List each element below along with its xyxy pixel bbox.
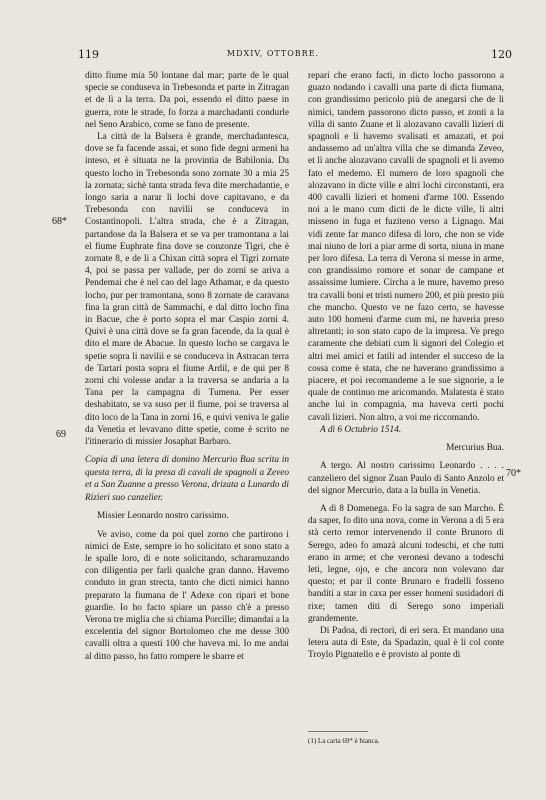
- margin-note-68: 68*: [52, 216, 67, 227]
- margin-note-70: 70*: [506, 468, 521, 479]
- page-header: [0, 48, 546, 64]
- page-number-right: 120: [491, 48, 512, 61]
- left-paragraph-2: La città de la Balsera è grande, merchadantesca, dove se fa facende assai, et sono fide degni armeni ha inteso, et è situata ne la provintia de Babilonia. Da questo locho in Trebesonda sono zornate 30 a mia 25 la zornata; sichè tanta strada feva dite merchadantie, e longo saria a narar li lochi dove capitavano, e da Trebesonda con navilii se conduceva in Costantinopoli. L'altra strada, che è a Zitragan, partandose da la Balsera et se va per tramontana a lai el fiume Euphrate fina dove se conzonze Tigri, che è zornate 8, e de lì a Chixan città sopra el Tigri zornate 4, poi se passa per vallade, per do zorni se ariva a Pendemai che è nel cao del lago Athamar, e da questo locho, pur per tramontana, sono 8 zornate de caravana fina la gran città de Sammachi, e dal ditto locho fina in Bacue, che è porto sopra el mar Caspio zorni 4. Quivi è una città dove se fa gran facende, da la qual è dito el mare de Abacue. In questo locho se cargava le spetie sopra li navilii e se conduceva in Astracan terra de Tartari posta sopra el fiume Ardil, e de qui per 8 zorni chi volesse andar a la traversa se andaria a la Tana per la campagna di Tumena. Per esser deshabitato, se va suso per il fiume, poi se traversa al dito loco de la Tana in zorni 16, e quivi veniva le galie da Venetia et levavano ditte spetie, come è scrito ne l'itinerario di missier Josaphat Barbaro.: [85, 132, 289, 448]
- margin-note-69: 69: [56, 429, 66, 440]
- left-column: [85, 70, 289, 663]
- page-number-left: 119: [78, 48, 99, 61]
- running-title: MDXIV, OTTOBRE.: [226, 49, 320, 58]
- letter-signature: Mercurius Bua.: [446, 443, 504, 454]
- letter-heading: Copia di una letera di domino Mercurio Bua scrita in questa terra, di la presa di cavali de spagnoli a Zeveo et a San Zuanne a presso Verona, drizata a Lunardo di Rizieri suo canzelier.: [85, 455, 289, 503]
- footnote: (1) La carta 69* è bianca.: [308, 737, 380, 745]
- right-paragraph-1: repari che erano facti, in dicto locho passorono a guazo nodando i cavalli una parte di dicta fiumana, con grandissimo pericolo più de anegarsi che de li nimici, tandem passorono dicto passo, et zonti a la villa di santo Zuane et li alozavano cavalli lizieri di spagnoli e li havemo svalisati et amazati, et poi andassemo ad un'altra villa che se dimanda Zeveo, et lì anche alozavano cavalli de spagnoli et li avemo fato el medemo. El numero de loro spagnoli che alozavano in dicte ville e altri lochi circonstanti, era 400 cavalli lizieri et homeni d'arme 100. Essendo noi a le mano cum dicti de le dicte ville, li altri misseno in fuga et fuziteno verso a Lignago. Mai vidi zente far manco difesa di loro, che non se vide mai niuno de lori a piar arme di sorta, niuna in mane per loro difesa. La terra di Verona si messe in arme, con grandissimo romore et sonar de campane et assaissime lumiere. Circha a le mure, havemo preso tra cavalli boni et tristi numero 200, et più presto più che mancho. Questo ve ne fazo certo, se havesse auto 100 homeni d'arme cum mi, ne haveria preso altretanti; io son stato capo de la impresa. Ve prego caramente che debiati cum li signori del Colegio et altri mei amici et fatili ad intender el succeso de la cossa come è stata, che ne haverano grandissimo a piacere, et poi recomandeme a le sue signorie, a le quale de continuo me aricomando. Malatesta è stato anche lui in compagnia, ma haveva certi pochi cavali lizieri. Non altro, a voi me riccomando.: [308, 71, 504, 423]
- left-paragraph-1: ditto fiume mia 50 lontane dal mar; parte de le qual specie se conduseva in Trebesonda et parte in Zitragan et de lì a la terra. Da poi, essendo el ditto paese in guerra, rote le strade, fo forza a marchadanti condurle nel Seno Arabico, come se fano de presente.: [85, 71, 289, 130]
- right-paragraph-4: Di Padoa, di rectori, di eri sera. Et mandano una letera auta di Este, da Spadazin, qual è li col conte Troylo Pignatello e è provisto al ponte di: [308, 625, 504, 661]
- right-paragraph-2: A tergo. Al nostro carissimo Leonardo . . . . canzeliero del signor Zuan Paulo di Santo Anzolo et del signor Mercurio, data a la bulla in Venetia.: [308, 461, 504, 496]
- footnote-rule: [308, 731, 368, 732]
- letter-salutation: Missier Leonardo nostro carissimo.: [97, 511, 229, 522]
- letter-date: A dì 6 Octubrio 1514.: [320, 424, 402, 435]
- right-paragraph-3: A dì 8 Domenega. Fo la sagra de san Marcho. È da saper, fo dito una nova, come in Verona a dì 5 era stà certo remor intervenendo il conte Brunoro di Serego, adeo fo amazà alcuni todeschi, et che tutti erano in arme; et che veronesi devano a todeschi leti, legne, ojo, e che ancora non volevano dar questo; et par il conte Brunaro e fradelli fosseno banditi a star in caxa per esser homeni susidadori di rixe; tamen diti di Serego sono imperiali grandemente.: [308, 503, 504, 624]
- right-column: [308, 70, 504, 662]
- left-paragraph-3: Ve aviso, come da poi quel zorno che partirono i nimici de Este, sempre io ho solicitato et sono stato a le spalle loro, di e note solicitando, scharamuzando con diligentia per farli qualche gran danno. Havemo conduto in gran strecta, tanto che dicti nimici hanno preparato la fiumana de l' Adexe con ripari et bone guardie. Io ho facto spiare un passo ch'è a presso Verona tre miglia che si chiama Porcille; dimandai a la excelentia del signor Bortolomeo che me desse 300 cavalli oltra a questi 100 che haveva mi. Io me andai al ditto passo, ho fatto rompere le sbarre et: [85, 529, 289, 662]
